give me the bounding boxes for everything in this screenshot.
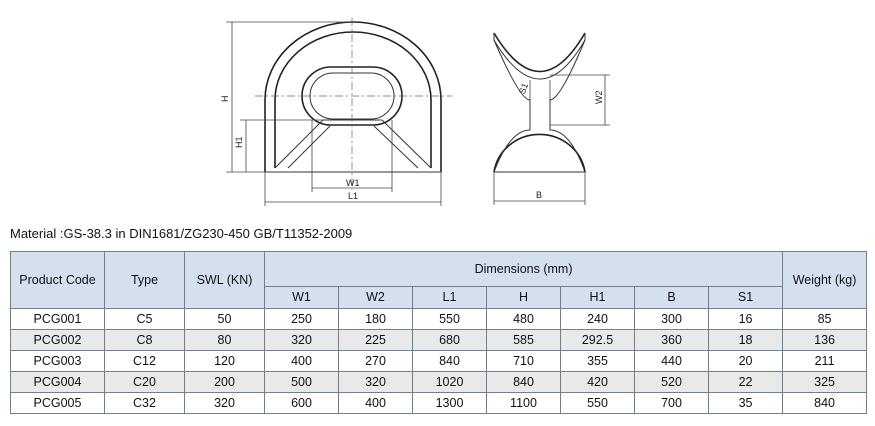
table-cell: C5 [105, 309, 185, 330]
table-cell: 710 [487, 351, 561, 372]
table-cell: 840 [783, 393, 867, 414]
table-cell: 680 [413, 330, 487, 351]
table-cell: 320 [185, 393, 265, 414]
header-dim-h1: H1 [561, 287, 635, 309]
table-cell: 270 [339, 351, 413, 372]
table-cell: PCG004 [11, 372, 105, 393]
table-cell: PCG001 [11, 309, 105, 330]
table-cell: C8 [105, 330, 185, 351]
table-cell: 600 [265, 393, 339, 414]
material-note: Material :GS-38.3 in DIN1681/ZG230-450 GB/T11352-2009 [10, 226, 353, 241]
table-cell: 120 [185, 351, 265, 372]
table-cell: PCG002 [11, 330, 105, 351]
table-cell: 1020 [413, 372, 487, 393]
table-cell: 550 [413, 309, 487, 330]
table-cell: 1300 [413, 393, 487, 414]
header-product-code: Product Code [11, 252, 105, 309]
table-cell: 320 [265, 330, 339, 351]
table-cell: 420 [561, 372, 635, 393]
label-w1: W1 [346, 178, 360, 188]
table-cell: 200 [185, 372, 265, 393]
table-row [11, 372, 867, 393]
table-cell: 480 [487, 309, 561, 330]
table-cell: 85 [783, 309, 867, 330]
header-weight: Weight (kg) [783, 252, 867, 309]
table-cell: 240 [561, 309, 635, 330]
label-h1: H1 [234, 136, 244, 148]
table-cell: C32 [105, 393, 185, 414]
table-row [11, 309, 867, 330]
front-view [220, 18, 452, 206]
table-cell: 300 [635, 309, 709, 330]
header-swl: SWL (KN) [185, 252, 265, 309]
table-cell: 180 [339, 309, 413, 330]
header-dim-h: H [487, 287, 561, 309]
table-cell: 520 [635, 372, 709, 393]
table-cell: 80 [185, 330, 265, 351]
table-cell: 840 [487, 372, 561, 393]
table-cell: 136 [783, 330, 867, 351]
table-row [11, 393, 867, 414]
table-cell: 400 [265, 351, 339, 372]
table-cell: 225 [339, 330, 413, 351]
table-cell: 355 [561, 351, 635, 372]
table-cell: 440 [635, 351, 709, 372]
header-dimensions: Dimensions (mm) [265, 252, 783, 287]
table-cell: 16 [709, 309, 783, 330]
table-cell: 250 [265, 309, 339, 330]
header-dim-w1: W1 [265, 287, 339, 309]
table-cell: 35 [709, 393, 783, 414]
table-cell: 1100 [487, 393, 561, 414]
table-cell: 18 [709, 330, 783, 351]
header-dim-w2: W2 [339, 287, 413, 309]
table-cell: 700 [635, 393, 709, 414]
spec-table [10, 251, 867, 414]
label-h: H [220, 95, 230, 102]
table-cell: 211 [783, 351, 867, 372]
header-dim-b: B [635, 287, 709, 309]
side-view [494, 33, 610, 205]
table-cell: 400 [339, 393, 413, 414]
table-cell: PCG003 [11, 351, 105, 372]
header-dim-l1: L1 [413, 287, 487, 309]
header-dim-s1: S1 [709, 287, 783, 309]
table-row [11, 330, 867, 351]
table-cell: 320 [339, 372, 413, 393]
table-cell: C12 [105, 351, 185, 372]
label-b: B [536, 190, 543, 200]
table-cell: 500 [265, 372, 339, 393]
table-cell: 585 [487, 330, 561, 351]
table-cell: 840 [413, 351, 487, 372]
table-cell: PCG005 [11, 393, 105, 414]
header-type: Type [105, 252, 185, 309]
table-cell: 325 [783, 372, 867, 393]
label-l1: L1 [348, 191, 359, 201]
label-s1: S1 [516, 81, 531, 96]
table-cell: C20 [105, 372, 185, 393]
table-cell: 550 [561, 393, 635, 414]
table-cell: 50 [185, 309, 265, 330]
label-w2: W2 [594, 90, 604, 104]
table-cell: 20 [709, 351, 783, 372]
table-cell: 22 [709, 372, 783, 393]
table-row [11, 351, 867, 372]
table-cell: 292.5 [561, 330, 635, 351]
table-cell: 360 [635, 330, 709, 351]
